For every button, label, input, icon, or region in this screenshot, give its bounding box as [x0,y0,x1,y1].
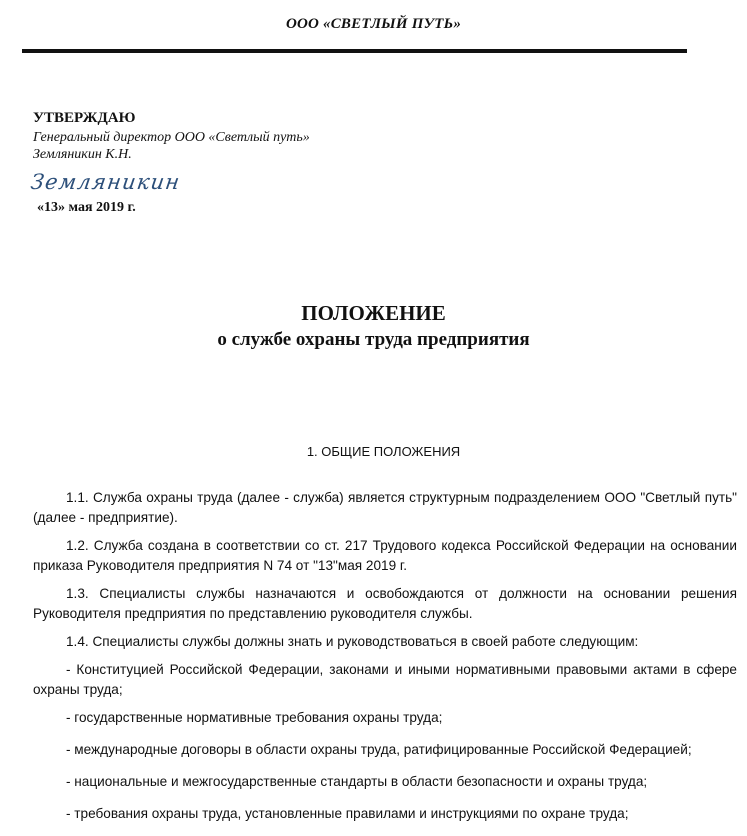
list-item: - Конституцией Российской Федерации, законами и иными нормативными правовыми актами в сфере охраны труда; [33,662,737,697]
header-divider [22,49,687,53]
approval-date: «13» мая 2019 г. [37,200,136,215]
section-heading: 1. ОБЩИЕ ПОЛОЖЕНИЯ [306,444,461,459]
handwritten-signature: Земляникин [29,170,183,194]
approval-title: УТВЕРЖДАЮ [33,110,136,126]
paragraph: 1.2. Служба создана в соответствии со ст. 217 Трудового кодекса Российской Федерации на основании приказа Руководителя предприятия N 74 от "13"мая 2019 г. [33,538,737,573]
company-name: ООО «СВЕТЛЫЙ ПУТЬ» [285,16,462,32]
approval-block [33,110,333,163]
list-item: - национальные и межгосударственные стандарты в области безопасности и охраны труда; [66,774,648,789]
document-title: ПОЛОЖЕНИЕ [301,301,446,325]
list-item: - требования охраны труда, установленные правилами и инструкциями по охране труда; [66,806,629,821]
paragraph: 1.4. Специалисты службы должны знать и руководствоваться в своей работе следующим: [66,634,639,649]
list-item: - международные договоры в области охраны труда, ратифицированные Российской Федерацией; [66,742,692,757]
paragraph: 1.3. Специалисты службы назначаются и освобождаются от должности на основании решения Руководителя предприятия по представлению руководителя службы. [33,586,737,621]
section-body [33,488,737,836]
list-item: - государственные нормативные требования охраны труда; [66,710,443,725]
document-subtitle: о службе охраны труда предприятия [217,329,530,350]
paragraph: 1.1. Служба охраны труда (далее - служба) является структурным подразделением ООО "Светлый путь" (далее - предприятие). [33,490,737,525]
approval-position: Генеральный директор ООО «Светлый путь» Земляникин К.Н. [33,130,310,162]
